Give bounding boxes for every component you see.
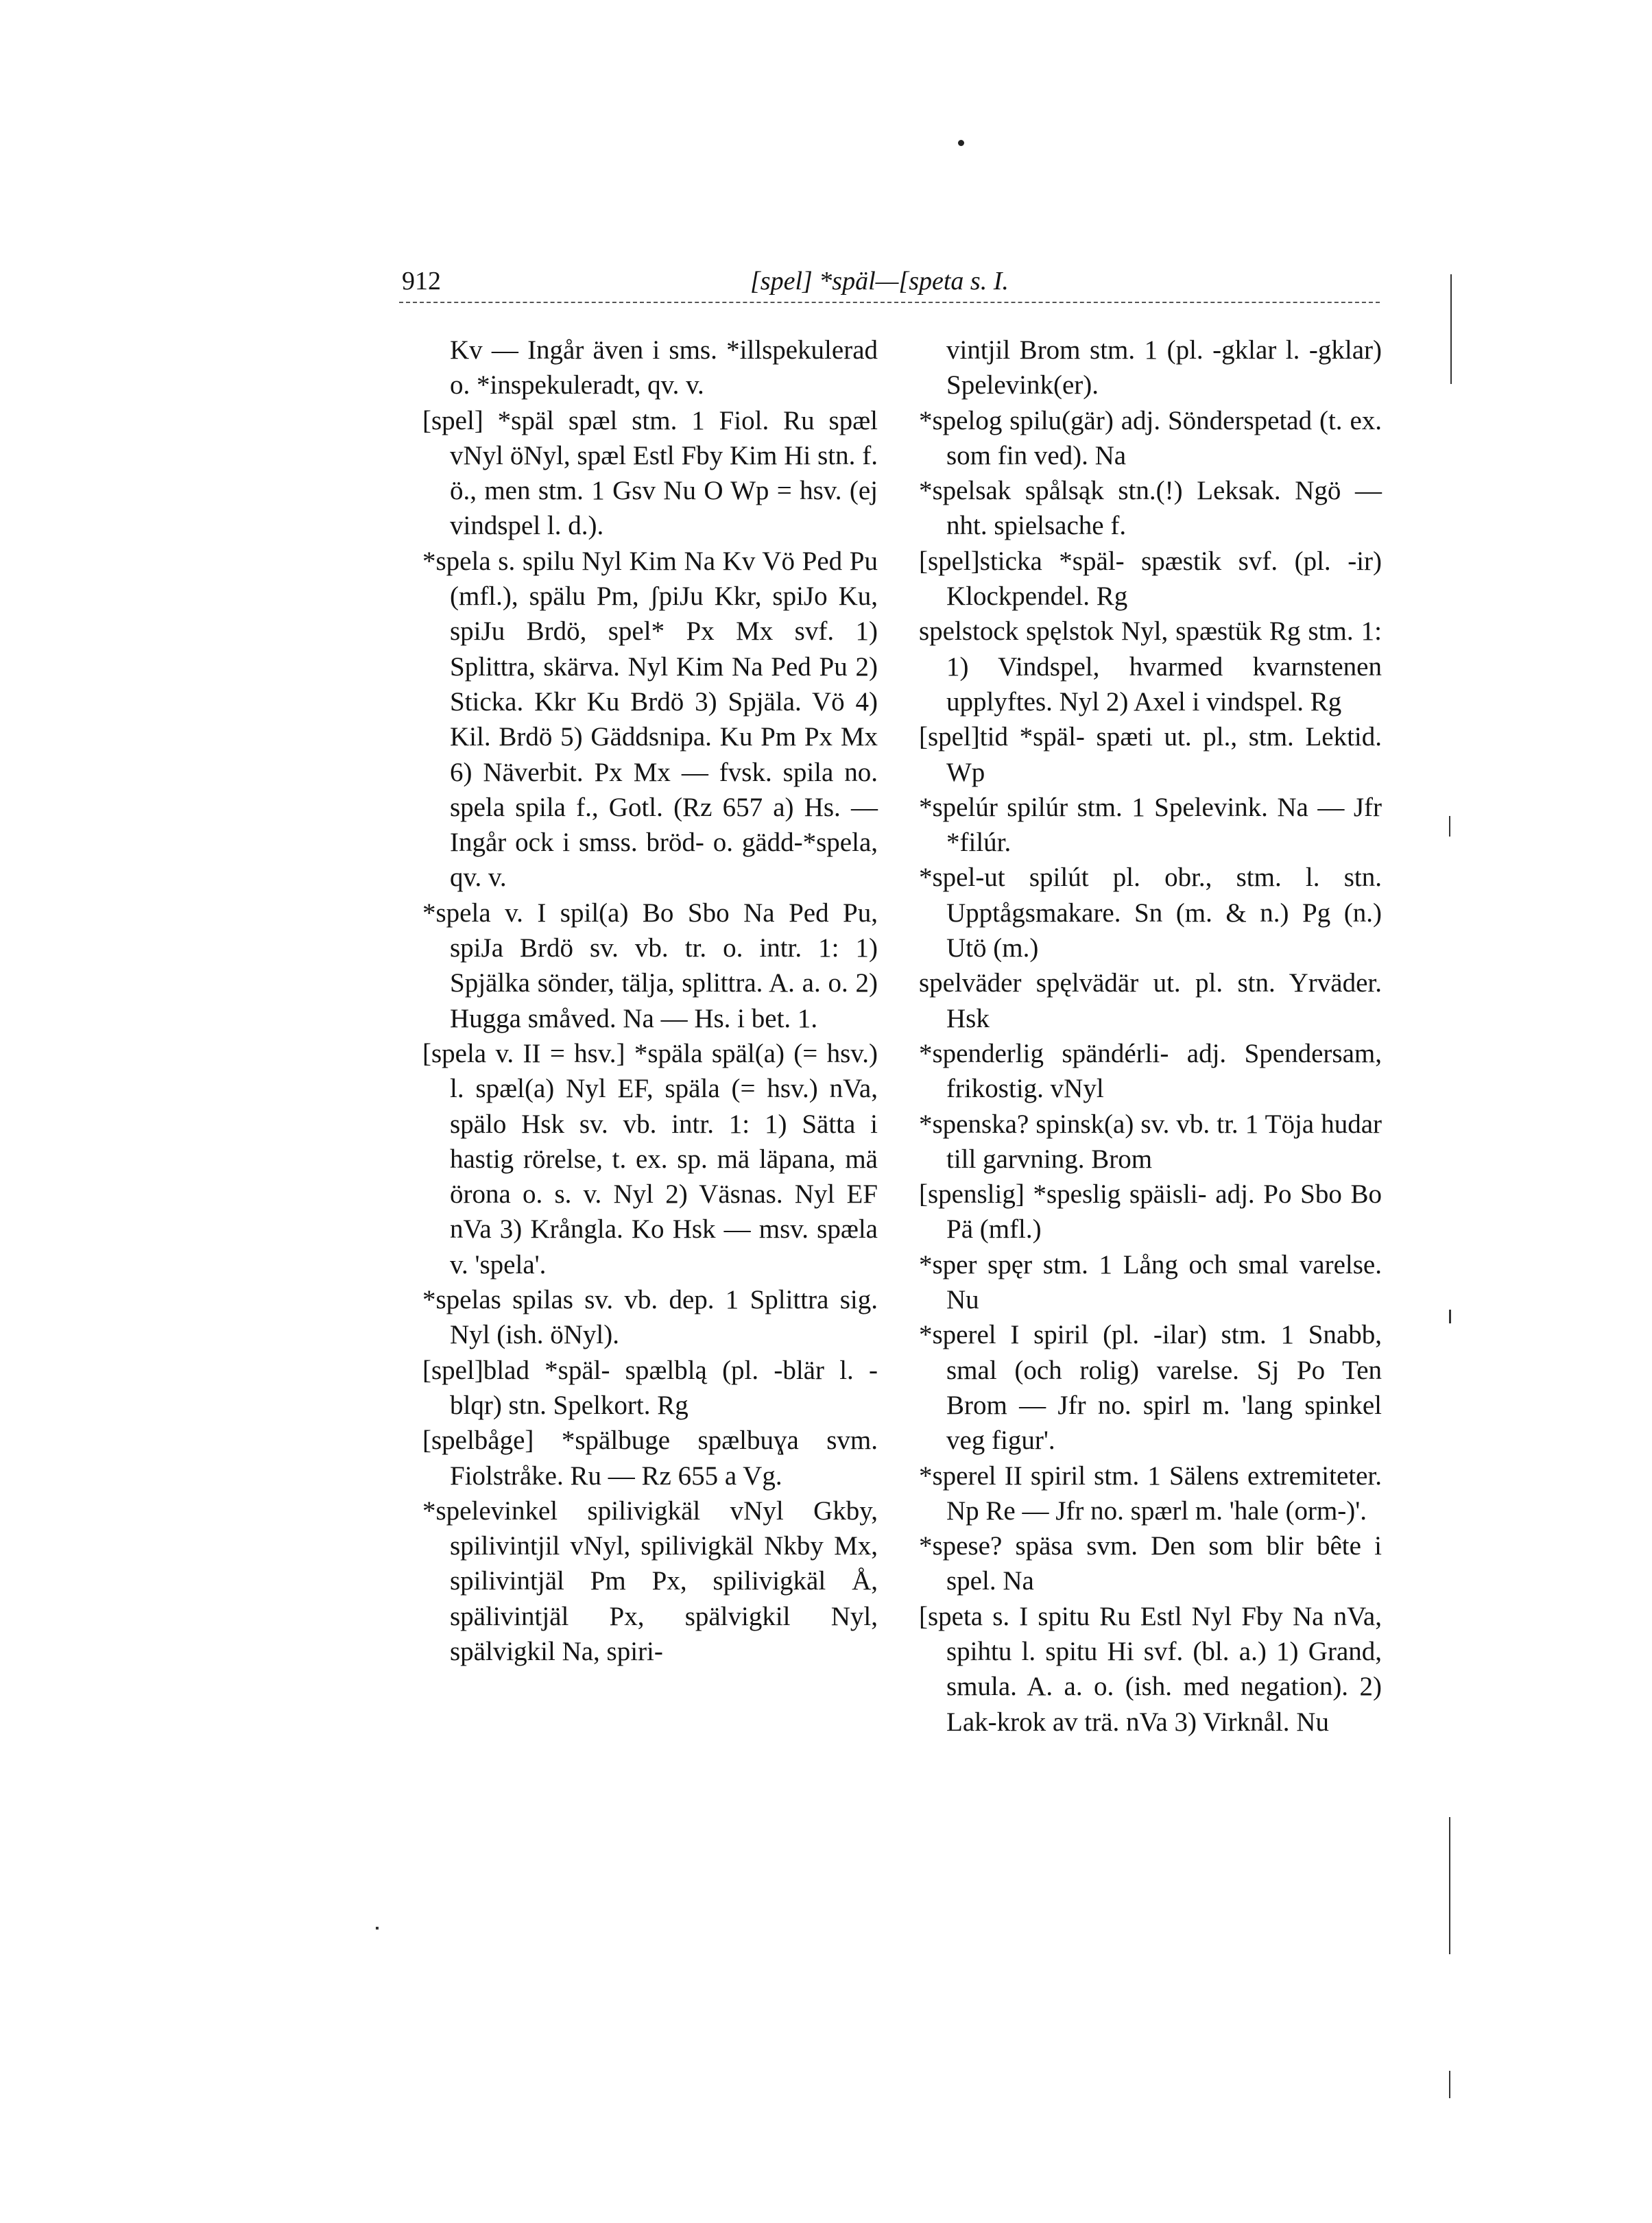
running-title: [spel] *späl—[speta s. I. xyxy=(750,267,1009,296)
dictionary-entry: *spelevinkel spilivigkäl vNyl Gkby, spilivintjil vNyl, spilivigkäl Nkby Mx, spilivintjäl Pm Px, spilivigkäl Å, spälivintjäl Px, spälvigkil Nyl, spälvigkil Na, spiri- xyxy=(422,1495,878,1666)
dictionary-entry: *spela v. I spil(a) Bo Sbo Na Ped Pu, spiJa Brdö sv. vb. tr. o. intr. 1: 1) Spjälka sönder, tälja, splittra. A. a. o. 2) Hugga småved. Na — Hs. i bet. 1. xyxy=(422,898,878,1033)
dictionary-entry: *spenderlig spändérli- adj. Spendersam, frikostig. vNyl xyxy=(919,1038,1382,1104)
dictionary-entry: *spela s. spilu Nyl Kim Na Kv Vö Ped Pu (mfl.), spälu Pm, ʃpiJu Kkr, spiJo Ku, spiJu Brdö, spel* Px Mx svf. 1) Splittra, skärva. Nyl Kim Na Ped Pu 2) Sticka. Kkr Ku Brdö 3) Spjäla. Vö 4) Kil. Brdö 5) Gäddsnipa. Ku Pm Px Mx 6) Näverbit. Px Mx — fvsk. spila no. spela spila f., Gotl. (Rz 657 a) Hs. — Ingår ock i smss. bröd- o. gädd-*spela, qv. v. xyxy=(422,546,878,893)
scan-edge-mark xyxy=(1449,816,1450,837)
scan-edge-mark xyxy=(1450,274,1452,384)
dictionary-entry: *spenska? spinsk(a) sv. vb. tr. 1 Töja hudar till garvning. Brom xyxy=(919,1109,1382,1174)
dictionary-entry: [speta s. I spitu Ru Estl Nyl Fby Na nVa, spihtu l. spitu Hi svf. (bl. a.) 1) Grand, smula. A. a. o. (ish. med negation). 2) Lak-krok av trä. nVa 3) Virknål. Nu xyxy=(919,1601,1382,1737)
dictionary-entry: *sper spęr stm. 1 Lång och smal varelse. Nu xyxy=(919,1249,1382,1315)
scan-edge-mark xyxy=(1449,2071,1450,2098)
page-header xyxy=(399,266,1414,307)
dictionary-entry: *spelas spilas sv. vb. dep. 1 Splittra sig. Nyl (ish. öNyl). xyxy=(422,1285,878,1350)
dictionary-entry: *spel-ut spilút pl. obr., stm. l. stn. Upptågsmakare. Sn (m. & n.) Pg (n.) Utö (m.) xyxy=(919,863,1382,963)
dictionary-entry: [spelbåge] *spälbuge spælbuɣa svm. Fiolstråke. Ru — Rz 655 a Vg. xyxy=(422,1426,878,1491)
dictionary-entry: Kv — Ingår även i sms. *illspekulerad o. *inspekuleradt, qv. v. xyxy=(450,335,878,400)
dictionary-entry: *spelsak spålsąk stn.(!) Leksak. Ngö — nht. spielsache f. xyxy=(919,476,1382,541)
dictionary-entry: [spel]blad *späl- spælblą (pl. -blär l. -blqr) stn. Spelkort. Rg xyxy=(422,1355,878,1420)
dictionary-entry: *sperel I spiril (pl. -ilar) stm. 1 Snabb, smal (och rolig) varelse. Sj Po Ten Brom — Jfr no. spirl m. 'lang spinkel veg figur'. xyxy=(919,1320,1382,1456)
dictionary-entry: *spelúr spilúr stm. 1 Spelevink. Na — Jfr *filúr. xyxy=(919,792,1382,858)
dictionary-entry: [spel] *späl spæl stm. 1 Fiol. Ru spæl vNyl öNyl, spæl Estl Fby Kim Hi stn. f. ö., men stm. 1 Gsv Nu O Wp = hsv. (ej vindspel l. d.). xyxy=(422,405,878,541)
dictionary-entry: spelväder spęlvädär ut. pl. stn. Yrväder. Hsk xyxy=(919,968,1382,1033)
dictionary-entry: [spenslig] *speslig späisli- adj. Po Sbo Bo Pä (mfl.) xyxy=(919,1179,1382,1245)
page-number: 912 xyxy=(402,267,441,296)
scan-edge-mark xyxy=(1449,1817,1450,1954)
dictionary-entry: *sperel II spiril stm. 1 Sälens extremiteter. Np Re — Jfr no. spærl m. 'hale (orm-)'. xyxy=(919,1461,1382,1526)
dictionary-entry: vintjil Brom stm. 1 (pl. -gklar l. -gklar) Spelevink(er). xyxy=(946,335,1382,400)
left-column xyxy=(422,333,878,1669)
ink-dot xyxy=(958,140,964,146)
dictionary-entry: [spela v. II = hsv.] *späla späl(a) (= hsv.) l. spæl(a) Nyl EF, späla (= hsv.) nVa, spälo Hsk sv. vb. intr. 1: 1) Sätta i hastig rörelse, t. ex. sp. mä läpana, mä örona o. s. v. Nyl 2) Väsnas. Nyl EF nVa 3) Krångla. Ko Hsk — msv. spæla v. 'spela'. xyxy=(422,1038,878,1279)
dictionary-entry: spelstock spęlstok Nyl, spæstük Rg stm. 1: 1) Vindspel, hvarmed kvarnstenen upplyftes. Nyl 2) Axel i vindspel. Rg xyxy=(919,616,1382,717)
dictionary-entry: [spel]tid *späl- spæti ut. pl., stm. Lektid. Wp xyxy=(919,722,1382,787)
header-rule xyxy=(399,302,1380,303)
scan-edge-mark xyxy=(1449,1310,1451,1323)
right-column xyxy=(919,333,1382,1740)
scan-speck xyxy=(376,1927,379,1930)
dictionary-entry: [spel]sticka *späl- spæstik svf. (pl. -ir) Klockpendel. Rg xyxy=(919,546,1382,612)
dictionary-entry: *spelog spilu(gär) adj. Sönderspetad (t. ex. som fin ved). Na xyxy=(919,405,1382,470)
dictionary-entry: *spese? späsa svm. Den som blir bête i spel. Na xyxy=(919,1531,1382,1596)
